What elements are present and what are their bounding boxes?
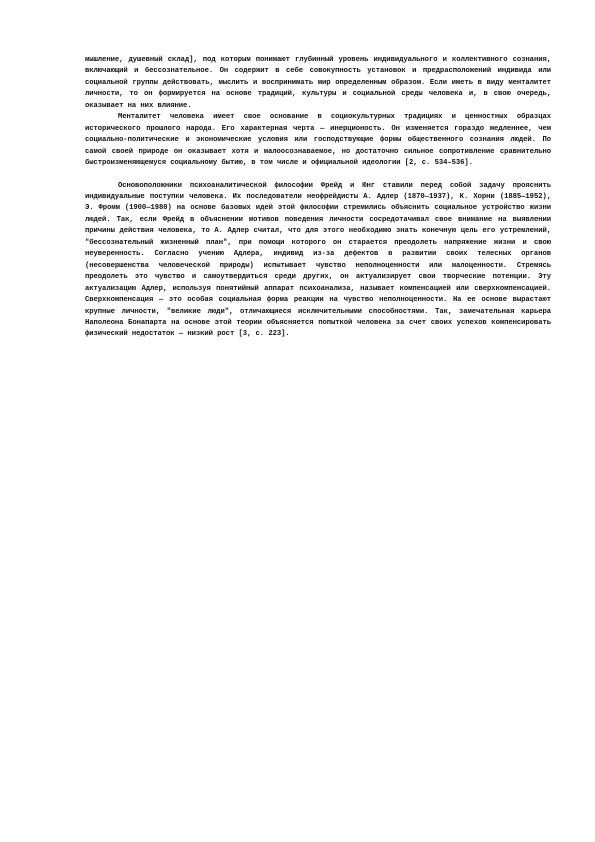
paragraph-3: Основоположники психоаналитической философии Фрейд и Юнг ставили перед собой задачу прояснить индивидуальные поступки человека. Их последователи неофрейдисты А. Адлер (1870—1937), К. Хорни (1885—1952), Э. Фромм (1900—1980) на основе базовых идей этой философии стремились объяснить социальное устройство жизни людей. Так, если Фрейд в объяснении мотивов поведения личности сосредотачивал свое внимание на выявлении причины действия человека, то А. Адлер считал, что для этого необходимо знать конечную цель его устремлений, "бессознательный жизненный план", при помощи которого он старается преодолеть напряжение жизни и свою неуверенность. Согласно учению Адлера, индивид из-за дефектов в развитии своих телесных органов (несовершенства человеческой природы) испытывает чувство неполноценности или малоценности. Стремясь преодолеть это чувство и самоутвердиться среди других, он актуализирует свои творческие потенции. Эту актуализацию Адлер, используя понятийный аппарат психоанализа, называет компенсацией или сверхкомпенсацией. Сверхкомпенсация — это особая социальная форма реакции на чувство неполноценности. На ее основе вырастают крупные личности, "великие люди", отличающиеся исключительными способностями. Так, замечательная карьера Наполеона Бонапарта на основе этой теории объясняется попыткой человека за счет своих успехов компенсировать физический недостаток — низкий рост [3, с. 223]. — [85, 181, 551, 339]
paragraph-2: Менталитет человека имеет свое основание в социокультурных традициях и ценностных образцах исторического прошлого народа. Его характерная черта — инерционость. Он изменяется гораздо медленнее, чем социально-политические и экономические условия или господствующие формы общественного сознания людей. По самой своей природе он оказывает хотя и малоосознаваемое, но достаточно сильное сопротивление сравнительно быстроизменяющемуся социальному бытию, в том числе и официальной идеологии [2, с. 534–536]. — [85, 113, 551, 168]
paragraph-1: мышление, душевный склад], под которым понимают глубинный уровень индивидуального и коллективного сознания, включающий и бессознательное. Он содержит в себе совокупность установок и предрасположений индивида или социальной группы действовать, мыслить и воспринимать мир определенным образом. Если иметь в виду менталитет личности, то он формируется на основе традиций, культуры и социальной среды человека и, в свою очередь, оказывает на них влияние. — [85, 56, 551, 110]
body-text — [85, 55, 551, 341]
